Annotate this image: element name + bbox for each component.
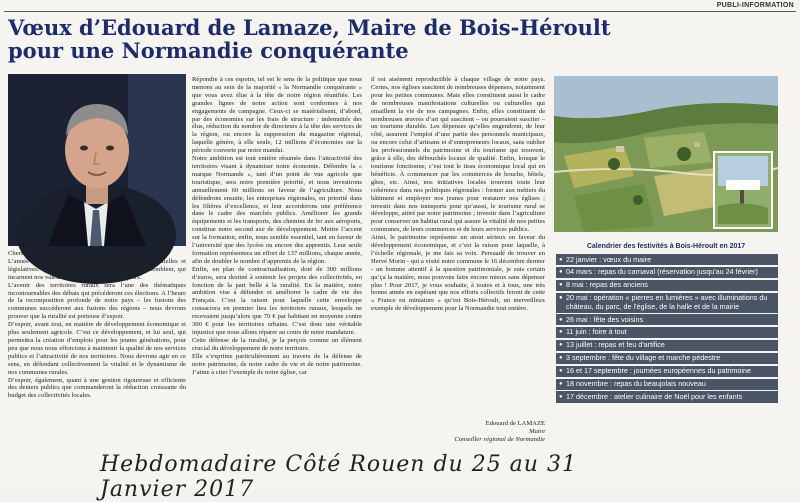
bullet-icon: ●: [559, 355, 563, 362]
handwritten-source-note: Hebdomadaire Côté Rouen du 25 au 31 Janvier 2017: [100, 452, 577, 502]
calendar-item-text: 04 mars : repas du carnaval (réservation jusqu'au 24 février): [566, 267, 758, 277]
top-rule: [4, 11, 796, 12]
article-paragraph: Enfin, un plan de contractualisation, doté de 300 millions d’euros, sera destiné à soutenir les projets des collectivités, en fonction de la part belle à la ruralité. En la matière, notre ambition vise à défendre et améliorer le cadre de vie des Français. C’est la raison pour laquelle cette enveloppe consacrera en premier lieu les territoires ruraux, lesquels ne recevaient jusqu’alors que 70 € par habitant en moyenne contre 300 € pour les territoires urbains. C’est donc une véritable injustice que nous allons réparer au cours de notre mandature.: [192, 265, 362, 336]
calendar-item: [556, 327, 778, 338]
calendar-item-text: 16 et 17 septembre : journées européennes du patrimoine: [566, 366, 752, 376]
bullet-icon: ●: [559, 295, 563, 302]
calendar-item: [556, 366, 778, 377]
calendar-item: [556, 267, 778, 278]
bullet-icon: ●: [559, 342, 563, 349]
bullet-icon: ●: [559, 269, 563, 276]
calendar-item-text: 22 janvier : vœux du maire: [566, 254, 652, 264]
section-label: PUBLI-INFORMATION: [716, 2, 794, 9]
calendar-item: [556, 314, 778, 325]
calendar-title: Calendrier des festivités à Bois-Héroult en 2017: [586, 243, 746, 250]
signature-role: Conseiller régional de Normandie: [454, 436, 545, 443]
article-paragraph: Notre ambition est tout entière résumée dans l’attractivité des territoires visant à dynamiser notre économie. Défendre la « marque Normande », tant d’un point de vue agricole que touristique, sera notre première priorité, et nous investirons annuellement 60 millions en faveur de l’agriculture. Nous défendrons ensuite, les entreprises régionales, en priorité dans les filières d’excellence, et leur accorderons une préférence dans le cadre des marchés publics. Améliorer les grands équipements et les transports, des chemins de fer aux aéroports, constitue notre second axe de développement. Mettre l’accent sur la formation, enfin, nous semble essentiel, tant en faveur de l’université que des lycées ou encore des apprentis. Leur seule formation représentera un effort de 137 millions, chaque année, afin de doubler le nombre d’apprentis de la région.: [192, 155, 362, 265]
calendar-item-text: 11 juin : foire à tout: [566, 327, 627, 337]
article-paragraph: Chers Amis,: [8, 250, 41, 257]
article-paragraph: D’espoir, également, quant à une gestion rigoureuse et efficiente des deniers publics que commanderont la réduction croissante du budget des collectivités locales.: [8, 376, 186, 400]
calendar-item: [556, 280, 778, 291]
signature-title: Maire: [529, 428, 545, 435]
village-aerial-photo: [554, 76, 778, 232]
article-paragraph: Ainsi, le patrimoine représente un atout sérieux en faveur du développement économique, et c’est la raison pour laquelle, à l’échelle régionale, je me fais sa voix. Persuadé de trouver en Hervé Morin - qui a visité notre commune le 16 décembre dernier - un homme attentif à la question patrimoniale, je suis certain qu’ça la matière, nous pouvons faire encore mieux sans dépenser plus ! Pour 2017, je vous souhaite, à toutes et à tous, une très bonne année en espérant que nos efforts collectifs feront de cette « France en miniature » qu’est Bois-Héroult, un merveilleux exemple de développement pour la Normandie tout entière.: [371, 234, 545, 313]
article-paragraph: Elle s’exprime particulièrement au travers de la défense de notre patrimoine, de notre cadre de vie et de notre patrimoine. J’aime à citer l’exemple de notre église, car: [192, 352, 362, 376]
calendar-item-text: 3 septembre : fête du village et marche pédestre: [566, 353, 721, 363]
bullet-icon: ●: [559, 393, 563, 400]
article-paragraph: L’année 2017 sera marquée par les élections présidentielles et législatives. Nous devrons choisir ceux qui nous rassemblent, qui incarnent nos valeurs et qui catalysent nos espoirs.: [8, 257, 186, 281]
calendar-item: [556, 293, 778, 313]
headline: [8, 16, 648, 62]
article-paragraph: il est aisément reproductible à chaque village de notre pays. Certes, nos églises suscitent de nombreuses dépenses, notamment pour les petites communes. Mais elles constituent aussi le cadre de nombreuses manifestations culturelles ou culturelles qui emaillent la vie de nos campagnes. Enfin, elles constituent de nombreuses œuvres d’art qui suscitent – ou pourraient susciter – un tourisme durable. Les dépenses qu’elles engendrent, de leur côté, assurent l’emploi d’une partie des personnels municipaux, ou encore celui d’artisans et d’entrepreneurs locaux, sans oublier les professionnels du patrimoine et du tourisme qui trouvent, grâce à elle, des débouchés locaux de qualité. Enfin, lorsque le tourisme fonctionne, c’est tout le tissu économique local qui en bénéficie. À commencer par les commerces de bouche, hôtels, gîtes, etc. Ainsi, nos initiatives locales trouvent toute leur cohérence dans nos politiques régionales : former aux métiers du bâtiment et employer nos jeunes pour restaurer nos églises ; investir dans nos transports pour qu’aussi, le tourisme rural se développe, attiré par notre patrimoine ; investir dans l’agriculture pour conserver un habitat rural qui assure la vitalité de nos petites communes, de leurs commerces et de leurs services publics.: [371, 76, 545, 234]
bullet-icon: ●: [559, 329, 563, 336]
calendar-item: [556, 379, 778, 390]
calendar-item: [556, 254, 778, 265]
aerial-illustration: [554, 76, 778, 232]
article-column-3: [371, 76, 545, 313]
portrait-illustration: [8, 74, 186, 246]
bullet-icon: ●: [559, 381, 563, 388]
calendar-item-text: 8 mai : repas des anciens: [566, 280, 648, 290]
article-paragraph: L’avenir des territoires ruraux sera l’une des thématiques incontournables des débats qui précéderont ces élections. A l’heure de la recomposition profonde de notre pays – les fusions des communes succéderont aux fusions des régions – nous devrons prouver que la ruralité est porteuse d’espoir.: [8, 281, 186, 321]
calendar-item-text: 26 mai : fête des voisins: [566, 314, 644, 324]
article-column-1: [8, 250, 186, 400]
calendar-item-text: 18 novembre : repas du beaujolais nouveau: [566, 379, 706, 389]
bullet-icon: ●: [559, 282, 563, 289]
article-paragraph: D’espoir, avant tout, en matière de développement économique et plus seulement agricole. C’est ce développement, et lui seul, qui permettra la création d’emplois pour les jeunes générations, pour peu que nous nous efforcions à maintenir la qualité de nos services publics et l’attractivité de nos territoires. Nous devrons agir en ce sens, en défendant collectivement la vitalité et le dynamisme de nos communes rurales.: [8, 321, 186, 376]
calendar-item: [556, 340, 778, 351]
calendar-item-text: 13 juillet : repas et feu d'artifice: [566, 340, 665, 350]
article-paragraph: Cette défense de la ruralité, je la perçois comme un élément crucial du développement de notre territoire.: [192, 336, 362, 352]
calendar-item-text: 20 mai : opération « pierres en lumières » avec illuminations du château, du parc, de l'église, de la halle et de la mairie: [566, 293, 768, 311]
bullet-icon: ●: [559, 316, 563, 323]
calendar-list: [556, 254, 778, 404]
article-paragraph: Répondre à ces espoirs, tel est le sens de la politique que nous menons au sein de la majorité « la Normandie conquérante » que vous avez élue à la tête de notre région réunifiée. Les grandes lignes de notre action sont conformes à nos engagements de campagne. Ceux-ci se matérialisent, d’abord, par des économies sur les frais de structure : indemnités des élus, réduction du nombre de directeurs à la tête des services de la région, ou encore la suppression du magazine régional, laquelle génère, à elle seule, 12 millions d’économies sur la période couverte par notre mandat.: [192, 76, 362, 155]
article-column-2: [192, 76, 362, 376]
bullet-icon: ●: [559, 368, 563, 375]
calendar-item-text: 17 décembre : atelier culinaire de Noël pour les enfants: [566, 391, 743, 401]
calendar-item: [556, 353, 778, 364]
bullet-icon: ●: [559, 256, 563, 263]
signature-name: Edouard de LAMAZE: [485, 420, 545, 427]
headline-line-1: Vœux d’Edouard de Lamaze, Maire de Bois-Héroult: [8, 15, 611, 40]
signature-block: [371, 420, 545, 444]
portrait-photo: [8, 74, 186, 246]
calendar-item: [556, 391, 778, 402]
headline-line-2: pour une Normandie conquérante: [8, 38, 409, 63]
